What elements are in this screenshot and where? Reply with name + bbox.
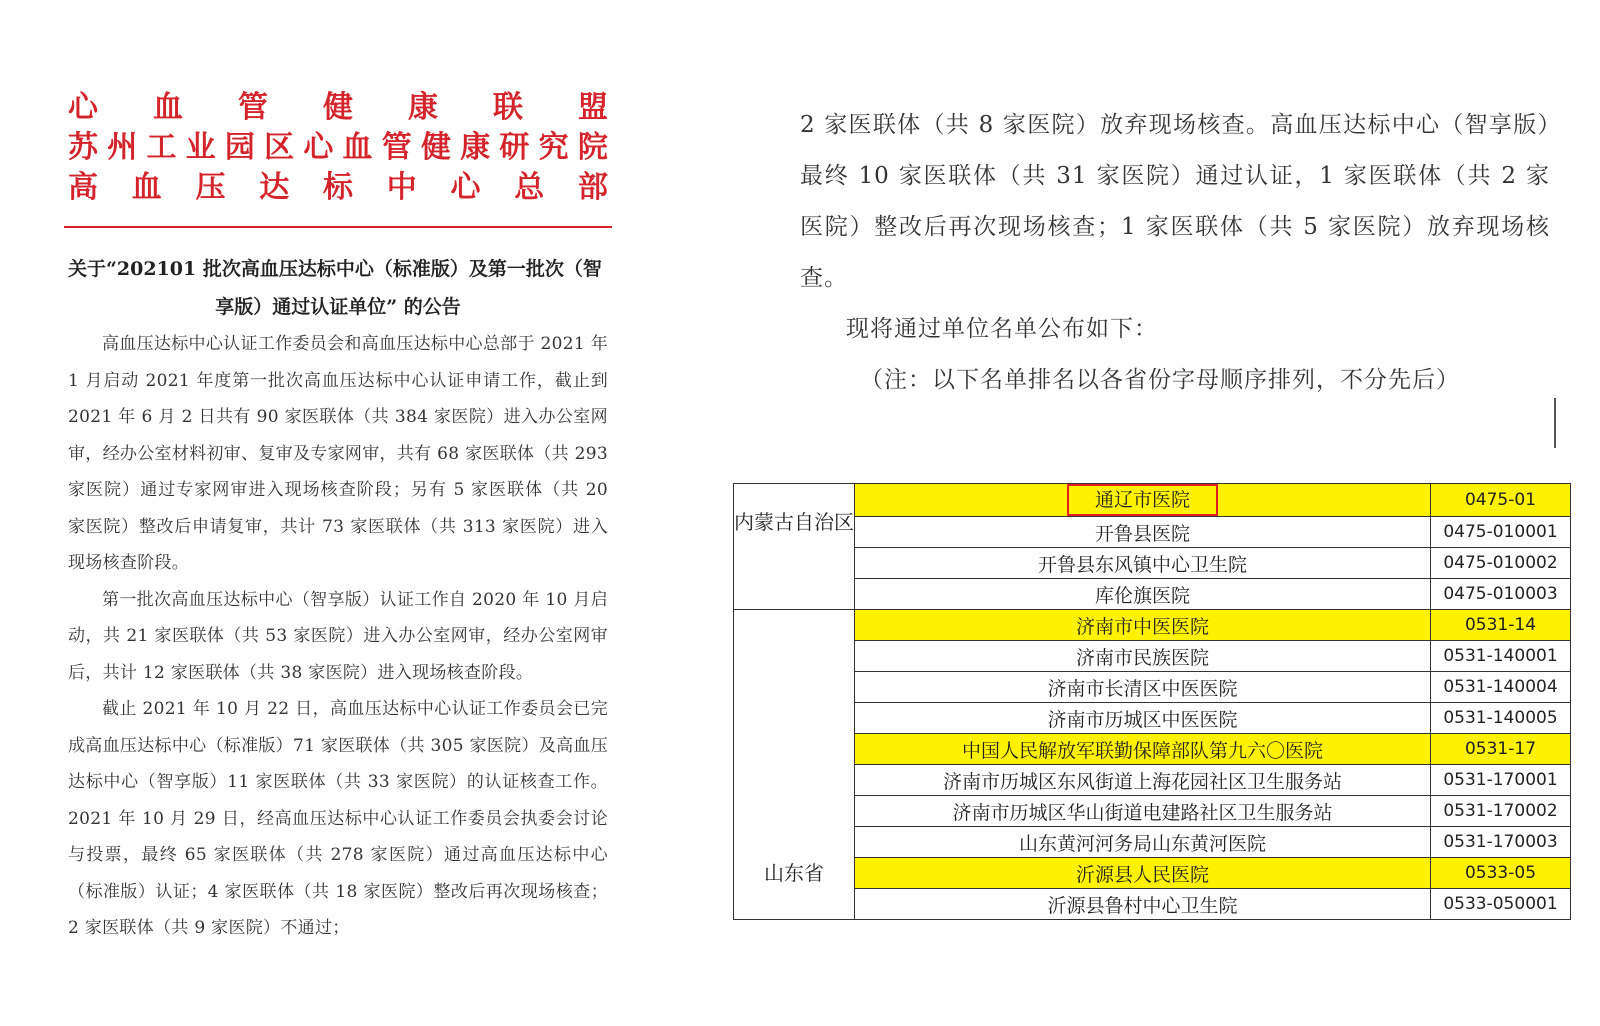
notice-paragraph: 高血压达标中心认证工作委员会和高血压达标中心总部于 2021 年 1 月启动 2021 年度第一批次高血压达标中心认证申请工作，截止到 2021 年 6 月 2 日共有 90 家医联体（共 384 家医院）进入办公室网审，经办公室材料初审、复审及专家网审，共有 68 家医联体（共 293 家医院）通过专家网审进入现场核查阶段；另有 5 家医联体（共 20 家医院）整改后申请复审，共计 73 家医联体（共 313 家医院）进入现场核查阶段。	[68, 334, 608, 573]
org-char: 心	[303, 130, 334, 165]
org-name-institute	[68, 128, 608, 168]
table-row	[734, 796, 1571, 827]
hospital-name: 库伦旗医院	[1094, 584, 1190, 607]
org-char: 园	[224, 130, 255, 165]
hospital-name: 中国人民解放军联勤保障部队第九六〇医院	[961, 739, 1323, 762]
org-char: 究	[538, 130, 569, 165]
org-name-headquarters	[68, 168, 608, 208]
province-cell: 内蒙古自治区	[734, 484, 855, 610]
table-row	[734, 484, 1571, 517]
org-char: 管	[381, 130, 412, 165]
org-header	[68, 88, 608, 208]
certification-code: 0533-050001	[1431, 889, 1571, 920]
hospital-name: 济南市中医医院	[1075, 615, 1209, 638]
certified-units-table	[733, 483, 1571, 920]
certification-code: 0475-010003	[1431, 579, 1571, 610]
certification-code: 0531-140004	[1431, 672, 1571, 703]
hospital-name: 沂源县人民医院	[1075, 863, 1209, 886]
org-char: 部	[578, 170, 608, 205]
hospital-name: 济南市民族医院	[1075, 646, 1209, 669]
org-char: 血	[131, 170, 162, 205]
table-row	[734, 641, 1571, 672]
certification-code: 0531-140005	[1431, 703, 1571, 734]
ordering-note: （注：以下名单排名以各省份字母顺序排列，不分先后）	[860, 367, 1460, 393]
hospital-name-cell	[855, 703, 1431, 734]
table-row	[734, 610, 1571, 641]
org-char: 联	[493, 90, 523, 125]
hospital-name-cell	[855, 889, 1431, 920]
scan-artifact-line	[1554, 398, 1556, 448]
table-row	[734, 703, 1571, 734]
org-char: 管	[238, 90, 268, 125]
table-row	[734, 734, 1571, 765]
notice-title-line2: 享版）通过认证单位” 的公告	[215, 296, 461, 318]
table-row	[734, 858, 1571, 889]
hospital-name: 济南市历城区东风街道上海花园社区卫生服务站	[942, 770, 1342, 793]
certification-code: 0531-14	[1431, 610, 1571, 641]
hospital-name: 济南市历城区华山街道电建路社区卫生服务站	[952, 801, 1333, 824]
org-char: 高	[68, 170, 98, 205]
red-divider	[64, 226, 612, 228]
table-row	[734, 672, 1571, 703]
right-page-text	[800, 100, 1550, 406]
org-char: 研	[499, 130, 530, 165]
hospital-name-cell	[855, 548, 1431, 579]
table-row	[734, 548, 1571, 579]
certification-code: 0475-010002	[1431, 548, 1571, 579]
table-row	[734, 517, 1571, 548]
certification-code: 0531-170001	[1431, 765, 1571, 796]
hospital-name-cell	[855, 858, 1431, 889]
province-cell: 山东省	[734, 610, 855, 920]
hospital-name-cell	[855, 579, 1431, 610]
left-page	[0, 0, 640, 1026]
hospital-name: 开鲁县东风镇中心卫生院	[1037, 553, 1247, 576]
hospital-name: 开鲁县医院	[1094, 522, 1190, 545]
org-char: 血	[153, 90, 183, 125]
hospital-name-cell	[855, 796, 1431, 827]
notice-paragraph: 截止 2021 年 10 月 22 日，高血压达标中心认证工作委员会已完成高血压达标中心（标准版）71 家医联体（共 305 家医院）及高血压达标中心（智享版）11 家医联体（共 33 家医院）的认证核查工作。2021 年 10 月 29 日，经高血压达标中心认证工作委员会执委会讨论与投票，最终 65 家医联体（共 278 家医院）通过高血压达标中心（标准版）认证；4 家医联体（共 18 家医院）整改后再次现场核查；2 家医联体（共 9 家医院）不通过；	[68, 699, 608, 938]
certification-code: 0531-170003	[1431, 827, 1571, 858]
certification-code: 0531-170002	[1431, 796, 1571, 827]
org-char: 心	[68, 90, 98, 125]
org-char: 标	[323, 170, 353, 205]
org-char: 健	[420, 130, 451, 165]
hospital-name-cell	[855, 610, 1431, 641]
hospital-name-cell	[855, 641, 1431, 672]
hospital-name-cell	[855, 827, 1431, 858]
certification-code: 0475-01	[1431, 484, 1571, 517]
hospital-name: 通辽市医院	[1067, 484, 1218, 516]
notice-paragraph: 第一批次高血压达标中心（智享版）认证工作自 2020 年 10 月启动，共 21 家医联体（共 53 家医院）进入办公室网审，经办公室网审后，共计 12 家医联体（共 38 家医院）进入现场核查阶段。	[68, 589, 608, 683]
org-char: 总	[514, 170, 545, 205]
notice-title-line1: 关于“202101 批次高血压达标中心（标准版）及第一批次（智	[68, 258, 602, 280]
hospital-name-cell	[855, 765, 1431, 796]
hospital-name-cell	[855, 734, 1431, 765]
certification-code: 0531-140001	[1431, 641, 1571, 672]
org-char: 血	[342, 130, 373, 165]
hospital-name-cell	[855, 672, 1431, 703]
hospital-name: 山东黄河河务局山东黄河医院	[1018, 832, 1266, 855]
continuation-paragraph: 2 家医联体（共 8 家医院）放弃现场核查。高血压达标中心（智享版）最终 10 家医联体（共 31 家医院）通过认证，1 家医联体（共 2 家医院）整改后再次现场核查；1 家医联体（共 5 家医院）放弃现场核查。	[800, 112, 1550, 291]
org-char: 业	[185, 130, 216, 165]
org-char: 达	[259, 170, 290, 205]
hospital-name: 沂源县鲁村中心卫生院	[1047, 894, 1238, 917]
certification-code: 0533-05	[1431, 858, 1571, 889]
org-char: 区	[264, 130, 295, 165]
certification-code: 0531-17	[1431, 734, 1571, 765]
certification-code: 0475-010001	[1431, 517, 1571, 548]
announce-line: 现将通过单位名单公布如下：	[846, 316, 1158, 342]
org-char: 盟	[578, 90, 608, 125]
hospital-name-cell	[855, 517, 1431, 548]
hospital-name-cell	[855, 484, 1431, 517]
org-char: 州	[107, 130, 138, 165]
org-char: 工	[146, 130, 177, 165]
org-char: 苏	[68, 130, 98, 165]
table-row	[734, 889, 1571, 920]
notice-title	[68, 250, 608, 326]
org-char: 压	[195, 170, 226, 205]
notice-body	[68, 326, 608, 947]
table-row	[734, 765, 1571, 796]
table-row	[734, 579, 1571, 610]
hospital-name: 济南市历城区中医医院	[1047, 708, 1238, 731]
org-char: 健	[323, 90, 353, 125]
table-row	[734, 827, 1571, 858]
org-char: 心	[450, 170, 481, 205]
org-char: 康	[408, 90, 438, 125]
org-char: 中	[386, 170, 417, 205]
org-char: 康	[460, 130, 491, 165]
org-char: 院	[577, 130, 608, 165]
hospital-name: 济南市长清区中医医院	[1047, 677, 1238, 700]
org-name-alliance	[68, 88, 608, 128]
